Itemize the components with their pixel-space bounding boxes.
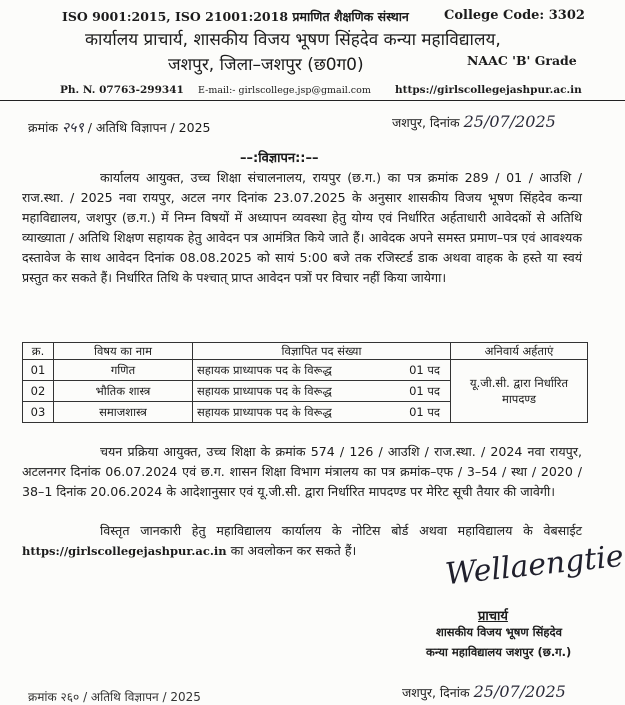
header-posts: विज्ञापित पद संख्या — [193, 343, 451, 360]
header-sn: क्र. — [23, 343, 54, 360]
ref-handwritten-number: २५९ — [61, 120, 84, 136]
ref-place-date — [392, 112, 556, 131]
office-title-line1: कार्यालय प्राचार्य, शासकीय विजय भूषण सिंहदेव कन्या महाविद्यालय, — [85, 30, 501, 50]
college-code: College Code: 3302 — [444, 8, 585, 23]
naac-grade: NAAC 'B' Grade — [467, 53, 577, 68]
details-website-link[interactable]: https://girlscollegejashpur.ac.in — [22, 544, 227, 558]
selection-process-paragraph: चयन प्रक्रिया आयुक्त, उच्च शिक्षा के क्रमांक 574 / 126 / आउशि / राज.स्था. / 2024 नवा रायपुर, अटलनगर दिनांक 06.07.2024 एवं छ.ग. शासन शिक्षा विभाग मंत्रालय का पत्र क्रमांक–एफ / 3–54 / स्था / 2020 / 38–1 दिनांक 20.06.2024 के आदेशानुसार एवं यू.जी.सी. द्वारा निर्धारित मापदण्ड पर मेरिट सूची तैयार की जावेगी। — [22, 444, 582, 499]
row-subject: गणित — [54, 360, 193, 381]
row-sn: 03 — [23, 402, 54, 423]
footer-reference: क्रमांक २६० / अतिथि विज्ञापन / 2025 — [28, 690, 201, 704]
ref-prefix: क्रमांक — [28, 120, 58, 135]
row-post: सहायक प्राध्यापक पद के विरूद्ध — [193, 381, 389, 402]
website-link[interactable]: https://girlscollegejashpur.ac.in — [395, 84, 582, 96]
handwritten-signature: Wellaengtie — [443, 538, 625, 593]
qualification-cell: यू.जी.सी. द्वारा निर्धारित मापदण्ड — [451, 360, 588, 423]
row-sn: 02 — [23, 381, 54, 402]
date-label: जशपुर, दिनांक — [392, 115, 460, 130]
header-subject: विषय का नाम — [54, 343, 193, 360]
row-subject: समाजशास्त्र — [54, 402, 193, 423]
handwritten-date: 25/07/2025 — [463, 112, 556, 131]
signatory-line2: कन्या महाविद्यालय जशपुर (छ.ग.) — [426, 645, 572, 659]
footer-date-label: जशपुर, दिनांक — [402, 685, 470, 700]
ref-suffix: / अतिथि विज्ञापन / 2025 — [87, 120, 211, 135]
row-count: 01 पद — [388, 402, 450, 423]
row-count: 01 पद — [388, 360, 450, 381]
header-qualification: अनिवार्य अर्हताएं — [451, 343, 588, 360]
phone-number: Ph. N. 07763-299341 — [60, 84, 184, 96]
footer-handwritten-date: 25/07/2025 — [473, 682, 566, 701]
details-text-end: का अवलोकन कर सकते हैं। — [230, 543, 357, 558]
footer-place-date — [402, 682, 566, 701]
header-divider — [0, 100, 625, 101]
reference-number — [28, 118, 210, 137]
iso-certification: ISO 9001:2015, ISO 21001:2018 प्रमाणित शैक्षणिक संस्थान — [62, 9, 409, 24]
row-post: सहायक प्राध्यापक पद के विरूद्ध — [193, 360, 389, 381]
table-header-row — [23, 343, 588, 360]
row-count: 01 पद — [388, 381, 450, 402]
office-title-line2: जशपुर, जिला–जशपुर (छ0ग0) — [168, 55, 364, 75]
signatory-title: प्राचार्य — [478, 609, 508, 624]
advertisement-title: ––:विज्ञापन::–– — [240, 151, 319, 166]
row-subject: भौतिक शास्त्र — [54, 381, 193, 402]
table-row — [23, 360, 588, 381]
signatory-line1: शासकीय विजय भूषण सिंहदेव — [436, 625, 563, 639]
row-sn: 01 — [23, 360, 54, 381]
email-address: E-mail:- girlscollege.jsp@gmail.com — [198, 85, 371, 96]
details-text: विस्तृत जानकारी हेतु महाविद्यालय कार्यालय के नोटिस बोर्ड अथवा महाविद्यालय के वेबसाईट — [100, 523, 582, 538]
posts-table — [22, 342, 588, 423]
advertisement-body: कार्यालय आयुक्त, उच्च शिक्षा संचालनालय, रायपुर (छ.ग.) का पत्र क्रमांक 289 / 01 / आउशि / राज.स्था. / 2025 नवा रायपुर, अटल नगर दिनांक 23.07.2025 के अनुसार शासकीय विजय भूषण सिंहदेव कन्या महाविद्यालय, जशपुर (छ.ग.) में निम्न विषयों में अध्यापन व्यवस्था हेतु योग्य एवं निर्धारित अर्हताधारी आवेदकों से अतिथि व्याख्याता / अतिथि शिक्षण सहायक हेतु आवेदन पत्र आमंत्रित किये जाते हैं। आवेदक अपने समस्त प्रमाण–पत्र एवं आवश्यक दस्तावेज के साथ आवेदन दिनांक 08.08.2025 को सायं 5:00 बजे तक रजिस्टर्ड डाक अथवा वाहक के हस्ते या स्वयं प्रस्तुत कर सकते हैं। निर्धारित तिथि के पश्चात् प्राप्त आवेदन पत्रों पर विचार नहीं किया जायेगा। — [22, 170, 582, 285]
row-post: सहायक प्राध्यापक पद के विरूद्ध — [193, 402, 389, 423]
